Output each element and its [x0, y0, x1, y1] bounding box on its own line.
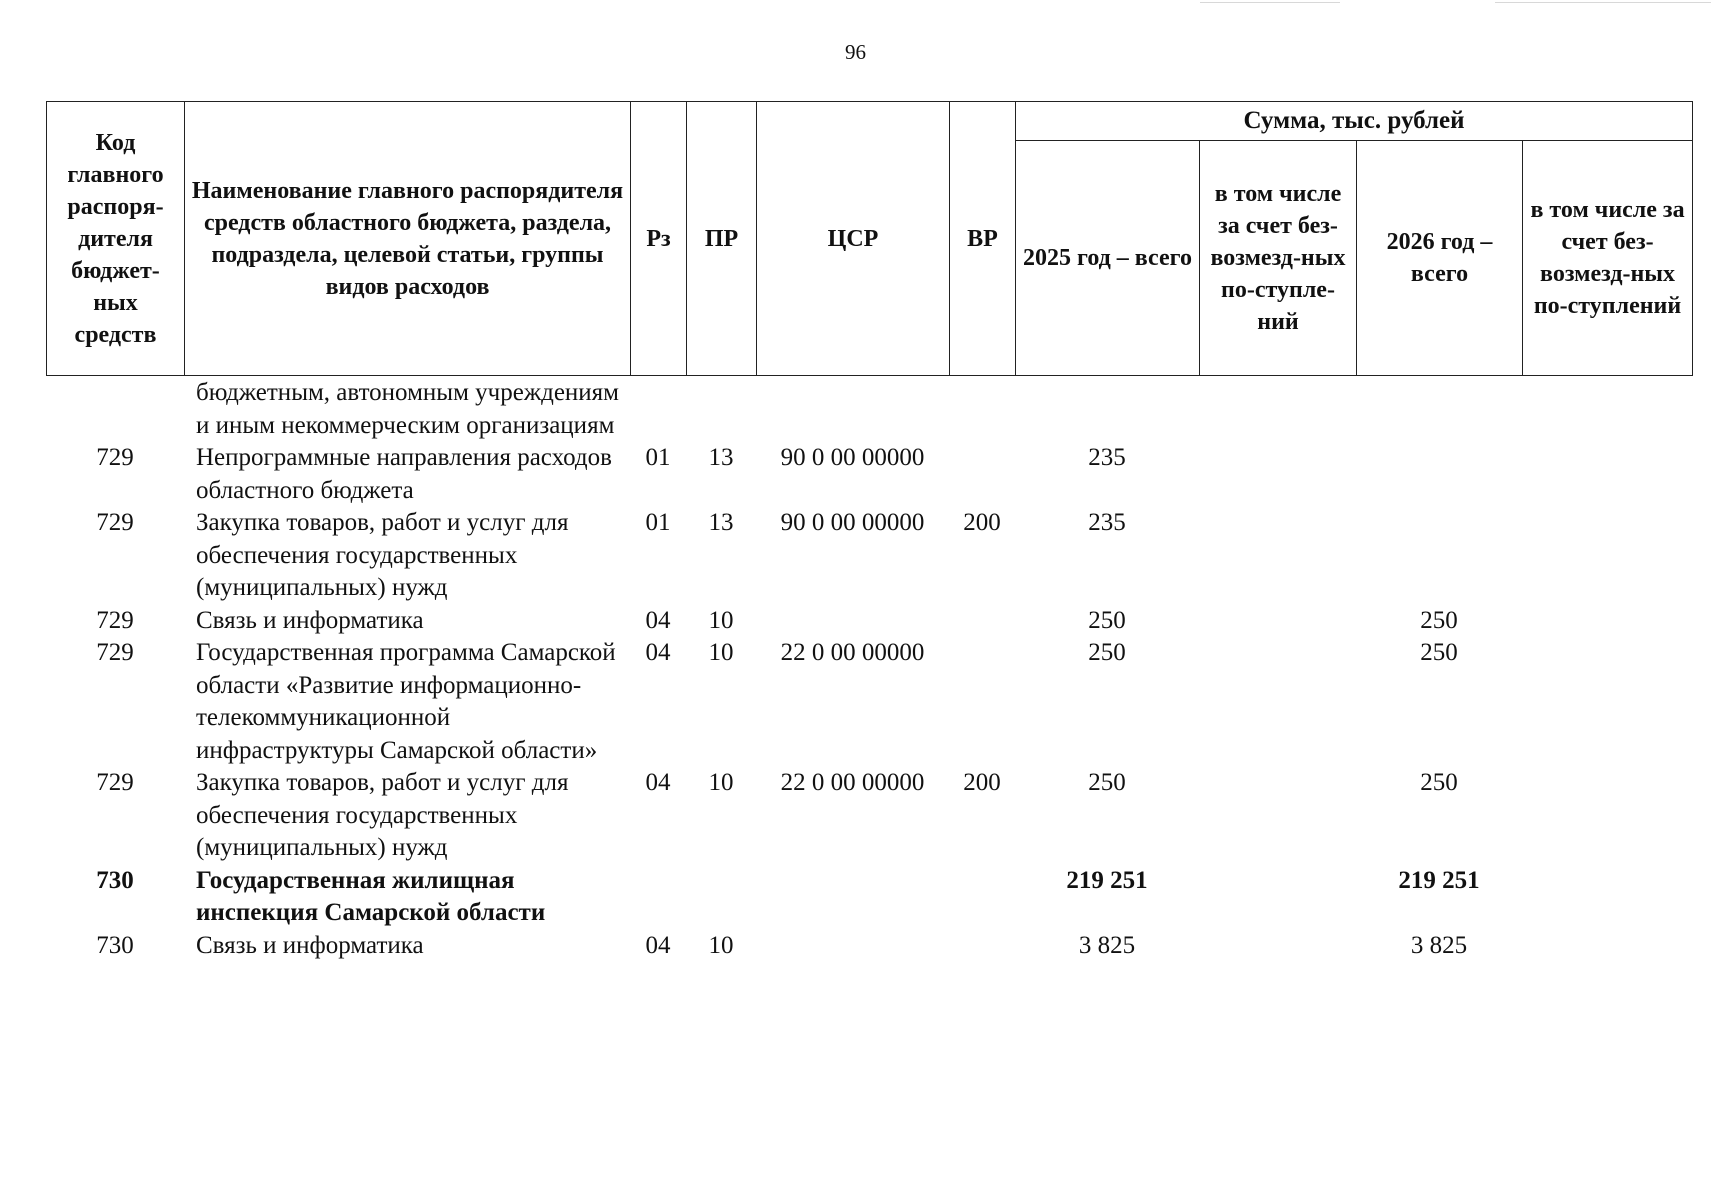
scan-artifact-line [1200, 2, 1340, 3]
header-rz: Рз [631, 102, 687, 376]
cell-pr: 13 [708, 509, 734, 536]
cell-2026-total: 250 [1420, 606, 1458, 634]
cell-rz: 04 [645, 931, 671, 959]
table-row [46, 605, 1692, 638]
cell-name: Связь и информатика [196, 606, 424, 634]
cell-2025-total: 235 [1088, 444, 1126, 471]
table-row [46, 767, 1692, 865]
cell-name: Непрограммные направления расходов областного бюджета [196, 444, 612, 504]
cell-csr: 90 0 00 00000 [780, 444, 925, 471]
cell-2025-free [1199, 930, 1356, 963]
cell-rz [630, 865, 686, 930]
cell-2025-total: 235 [1088, 509, 1126, 536]
cell-name: Связь и информатика [196, 931, 424, 959]
header-pr: ПР [687, 102, 757, 376]
cell-pr [686, 377, 756, 442]
cell-vr [949, 865, 1015, 930]
cell-pr: 10 [708, 931, 734, 959]
cell-vr [949, 377, 1015, 442]
cell-2026-free [1522, 442, 1692, 507]
cell-csr [756, 930, 949, 963]
cell-2026-total [1356, 377, 1522, 442]
cell-2025-free [1199, 605, 1356, 638]
cell-2026-total: 3 825 [1410, 931, 1468, 959]
cell-2026-free [1522, 767, 1692, 865]
cell-2025-free [1199, 637, 1356, 767]
rows-body [46, 377, 1692, 962]
cell-vr [949, 442, 1015, 507]
cell-2026-total: 250 [1420, 639, 1458, 666]
table-body [46, 377, 1692, 962]
cell-code: 729 [96, 769, 134, 796]
cell-2026-free [1522, 605, 1692, 638]
cell-name: Закупка товаров, работ и услуг для обеспечения государственных (муниципальных) нужд [196, 509, 569, 601]
cell-vr [949, 930, 1015, 963]
cell-name: бюджетным, автономным учреждениям и иным некоммерческим организациям [196, 379, 619, 439]
cell-rz: 01 [645, 444, 671, 471]
cell-code: 730 [96, 866, 134, 894]
cell-2025-total: 250 [1088, 606, 1126, 634]
cell-pr [686, 865, 756, 930]
cell-2025-free [1199, 767, 1356, 865]
cell-2026-free [1522, 507, 1692, 605]
cell-name: Государственная программа Самарской области «Развитие информационно-телекоммуникационной инфраструктуры Самарской области» [196, 639, 616, 764]
cell-2025-free [1199, 377, 1356, 442]
cell-2026-free [1522, 865, 1692, 930]
header-csr: ЦСР [757, 102, 950, 376]
cell-csr [756, 605, 949, 638]
table-row [46, 930, 1692, 963]
header-sum: Сумма, тыс. рублей [1016, 102, 1693, 141]
cell-csr [756, 377, 949, 442]
cell-2026-free [1522, 637, 1692, 767]
cell-2026-free [1522, 930, 1692, 963]
cell-code: 729 [96, 444, 134, 471]
cell-2026-total: 219 251 [1398, 866, 1480, 894]
cell-code: 729 [96, 639, 134, 666]
header-2026-free: в том числе за счет без-возмезд-ных по-ступлений [1523, 141, 1693, 376]
cell-pr: 10 [708, 639, 734, 666]
cell-code: 729 [96, 509, 134, 536]
cell-rz: 04 [645, 639, 671, 666]
table-row [46, 377, 1692, 442]
cell-2025-total: 3 825 [1078, 931, 1136, 959]
cell-code: 730 [96, 931, 134, 959]
cell-vr: 200 [963, 769, 1001, 796]
cell-name: Государственная жилищная инспекция Самарской области [196, 866, 546, 926]
page-number: 96 [845, 40, 866, 64]
header-vr: ВР [950, 102, 1016, 376]
cell-code [46, 377, 184, 442]
header-2025-total: 2025 год – всего [1016, 141, 1200, 376]
table-row [46, 637, 1692, 767]
cell-rz: 04 [645, 769, 671, 796]
cell-2025-free [1199, 507, 1356, 605]
cell-csr: 90 0 00 00000 [780, 509, 925, 536]
cell-vr [949, 637, 1015, 767]
cell-2025-free [1199, 865, 1356, 930]
cell-pr: 10 [708, 769, 734, 796]
header-code: Код главного распоря-дителя бюджет-ных средств [47, 102, 185, 376]
header-name: Наименование главного распорядителя средств областного бюджета, раздела, подраздела, целевой статьи, группы видов расходов [185, 102, 631, 376]
cell-csr [756, 865, 949, 930]
cell-2026-total: 250 [1420, 769, 1458, 796]
cell-2025-total [1015, 377, 1199, 442]
cell-pr: 13 [708, 444, 734, 471]
cell-vr [949, 605, 1015, 638]
cell-rz: 01 [645, 509, 671, 536]
cell-vr: 200 [963, 509, 1001, 536]
table-row [46, 865, 1692, 930]
cell-2025-total: 250 [1088, 769, 1126, 796]
table-row [46, 507, 1692, 605]
cell-pr: 10 [708, 606, 734, 634]
cell-2026-free [1522, 377, 1692, 442]
table-header [46, 101, 1693, 376]
table-row [46, 442, 1692, 507]
cell-csr: 22 0 00 00000 [780, 769, 925, 796]
cell-2025-total: 219 251 [1066, 866, 1148, 894]
cell-rz: 04 [645, 606, 671, 634]
header-2026-total: 2026 год – всего [1357, 141, 1523, 376]
cell-2026-total [1356, 507, 1522, 605]
cell-code: 729 [96, 606, 134, 634]
cell-csr: 22 0 00 00000 [780, 639, 925, 666]
cell-2026-total [1356, 442, 1522, 507]
scan-artifact-line [1495, 2, 1711, 3]
cell-name: Закупка товаров, работ и услуг для обеспечения государственных (муниципальных) нужд [196, 769, 569, 861]
cell-rz [630, 377, 686, 442]
cell-2025-total: 250 [1088, 639, 1126, 666]
header-2025-free: в том числе за счет без-возмезд-ных по-ступле-ний [1200, 141, 1357, 376]
cell-2025-free [1199, 442, 1356, 507]
